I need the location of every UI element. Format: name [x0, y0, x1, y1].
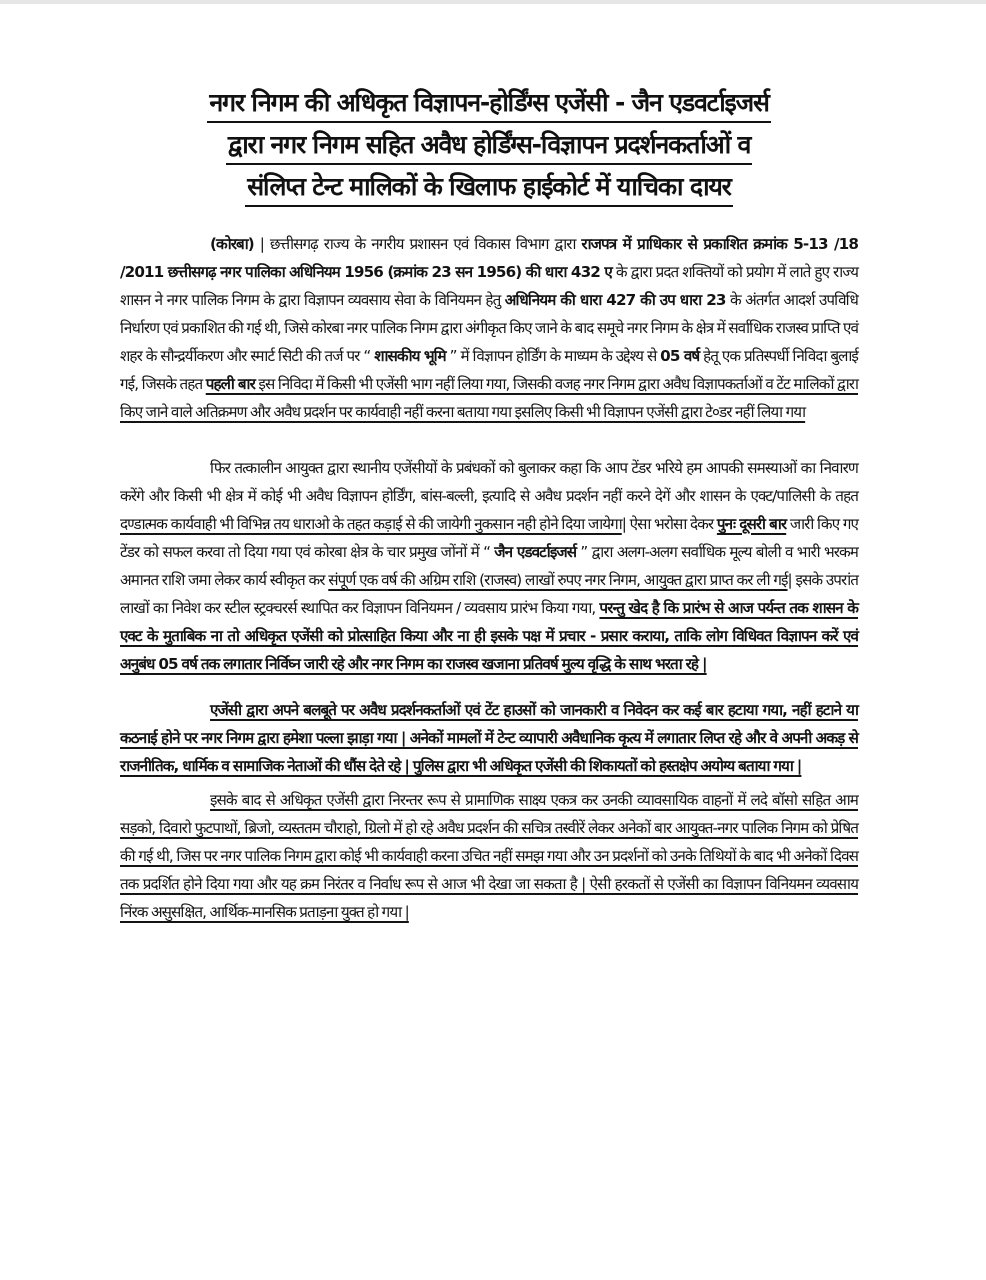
paragraph-evidence — [120, 786, 858, 926]
text-segment: राजपत्र में प्राधिकार से प्रकाशित क्रमांक 5-13 /18 /2011 छत्तीसगढ़ नगर पालिका अधिनियम 1956 (क्रमांक 23 सन 1956) की धारा 432 ए — [120, 235, 859, 281]
text-segment: जारी किए गए टेंडर को सफल करवा तो दिया गया एवं कोरबा क्षेत्र के चार प्रमुख जोंनों में “ — [120, 515, 858, 561]
paragraph-agency-efforts — [120, 696, 858, 780]
text-segment: के द्वारा प्रदत शक्तियों को प्रयोग में लाते हुए राज्य शासन ने नगर पालिक निगम के द्वारा विज्ञापन व्यवसाय सेवा के विनियमन हेतु — [120, 263, 858, 309]
paragraph-intro — [120, 230, 858, 426]
text-segment: | छत्तीसगढ़ राज्य के नगरीय प्रशासन एवं विकास विभाग द्वारा — [253, 235, 582, 253]
headline — [120, 82, 858, 208]
text-segment: संपूर्ण एक वर्ष की अग्रिम राशि (राजस्व) लाखों रुपए नगर निगम, आयुक्त द्वारा प्राप्त कर ली गई — [328, 571, 788, 589]
text-segment: पहली बार — [205, 375, 255, 393]
text-segment: ” में विज्ञापन होर्डिंग के माध्यम के उद्देश्य से — [445, 347, 661, 365]
text-segment: इस निविदा में किसी भी एजेंसी भाग नहीं लिया गया, जिसकी वजह नगर निगम द्वारा अवैध विज्ञापकर्ताओं व टेंट मालिकों द्वारा किए जाने वाले अतिक्रमण और अवैध प्रदर्शन पर कार्यवाही नहीं करना बताया गया इसलिए किसी भी विज्ञापन एजेंसी द्वारा टे०डर नहीं लिया गया — [120, 375, 858, 421]
text-segment: के अंतर्गत आदर्श उपविधि निर्धारण एवं प्रकाशित की गई थी, जिसे कोरबा नगर पालिक निगम द्वारा अंगीकृत किए जाने के बाद समूचे नगर निगम के क्षेत्र में सर्वाधिक राजस्व प्राप्ति एवं शहर के सौन्द्रर्यीकरण और स्मार्ट सिटी की तर्ज पर “ — [120, 291, 858, 365]
text-segment: | इसके उपरांत लाखों का निवेश कर स्टील स्ट्रक्चरर्स स्थापित कर विज्ञापन विनियमन / व्यवसाय प्रारंभ किया गया, — [120, 571, 858, 617]
headline-line: संलिप्त टेन्ट मालिकों के खिलाफ हाईकोर्ट में याचिका दायर — [245, 169, 732, 207]
text-segment: एजेंसी द्वारा अपने बलबूते पर अवैध प्रदर्शनकर्ताओं एवं टेंट हाउसों को जानकारी व निवेदन कर कई बार हटाया गया, नहीं हटाने या कठनाई होने पर नगर निगम द्वारा हमेशा पल्ला झाड़ा गया | अनेकों मामलों में टेन्ट व्यापारी अवैधानिक कृत्य में लगातार लिप्त रहे और वे अपनी अकड़ से राजनीतिक, धार्मिक व सामाजिक नेताओं की धौंस देते रहे | पुलिस द्वारा भी अधिकृत एजेंसी की शिकायतों को हस्तक्षेप अयोग्य बताया गया | — [120, 701, 858, 775]
text-segment: 05 वर्ष — [660, 347, 700, 365]
scan-top-edge — [0, 0, 986, 4]
text-segment: परन्तु खेद है कि प्रारंभ से आज पर्यन्त तक शासन के एक्ट के मुताबिक ना तो अधिकृत एजेंसी को प्रोत्साहित किया और ना ही इसके पक्ष में प्रचार - प्रसार कराया, ताकि लोग विधिवत विज्ञापन करें एवं अनुबंध 05 वर्ष तक लगातार निर्विघ्न जारी रहे और नगर निगम का राजस्व खजाना प्रतिवर्ष मुल्य वृद्धि के साथ भरता रहे | — [120, 599, 858, 673]
spacer — [120, 678, 858, 696]
text-segment: शासकीय भूमि — [374, 347, 446, 365]
spacer — [120, 426, 858, 454]
headline-line: द्वारा नगर निगम सहित अवैध होर्डिंग्स-विज्ञापन प्रदर्शनकर्ताओं व — [226, 127, 752, 165]
text-segment: दण्डात्मक कार्यवाही भी विभिन्न तय धाराओ के तहत कड़ाई से की जायेगी नुकसान नही होने दिया जायेगा — [120, 515, 622, 533]
text-segment: जैन एडवर्टाइजर्स — [494, 543, 577, 561]
text-segment: ” द्वारा अलग-अलग सर्वाधिक मूल्य बोली व भारी भरकम अमानत राशि जमा लेकर कार्य स्वीकृत कर — [120, 543, 858, 589]
text-segment: | ऐसा भरोसा देकर — [621, 515, 717, 533]
text-segment: इसके बाद से अधिकृत एजेंसी द्वारा निरन्तर रूप से प्रामाणिक साक्ष्य एकत्र कर उनकी व्यावसायिक वाहनों में लदे बॉसो सहित आम सड़को, दिवारो फुटपाथों, ब्रिजो, व्यस्ततम चौराहो, ग्रिलो में हो रहे अवैध प्रदर्शन की सचित्र तस्वीरें लेकर अनेकों बार आयुक्त-नगर पालिक निगम को प्रेषित की गई थी, जिस पर नगर पालिक निगम द्वारा कोई भी कार्यवाही करना उचित नहीं समझ गया और उन प्रदर्शनों को उनके तिथियों के बाद भी अनेकों दिवस तक प्रदर्शित होने दिया गया और यह क्रम निरंतर व निर्वाध रूप से आज भी देखा जा सकता है | ऐसी हरकतों से एजेंसी का विज्ञापन विनियमन व्यवसाय निंरक असुसक्षित, आर्थिक-मानसिक प्रताड़ना युक्त हो गया | — [120, 791, 858, 921]
text-segment: फिर तत्कालीन आयुक्त द्वारा स्थानीय एजेंसीयों के प्रबंधकों को बुलाकर कहा कि आप टेंडर भरिये हम आपकी समस्याओं का निवारण करेंगे और किसी भी क्षेत्र में कोई भी अवैध विज्ञापन होर्डिंग, बांस-बल्ली, इत्यादि से अवैध प्रदर्शन नहीं करने देगें और शासन के एक्ट/पालिसी के तहत — [120, 459, 858, 505]
text-segment: हेतू एक प्रतिस्पर्धी निविदा बुलाई गई, जिसके तहत — [120, 347, 858, 393]
text-segment: पुनः दूसरी बार — [716, 515, 787, 533]
text-segment: अधिनियम की धारा 427 की उप धारा 23 — [504, 291, 726, 309]
news-document — [120, 82, 858, 926]
paragraph-tender — [120, 454, 858, 678]
text-segment: (कोरबा) — [210, 235, 254, 253]
headline-line: नगर निगम की अधिकृत विज्ञापन-होर्डिंग्स एजेंसी - जैन एडवर्टाइजर्स — [207, 85, 770, 123]
